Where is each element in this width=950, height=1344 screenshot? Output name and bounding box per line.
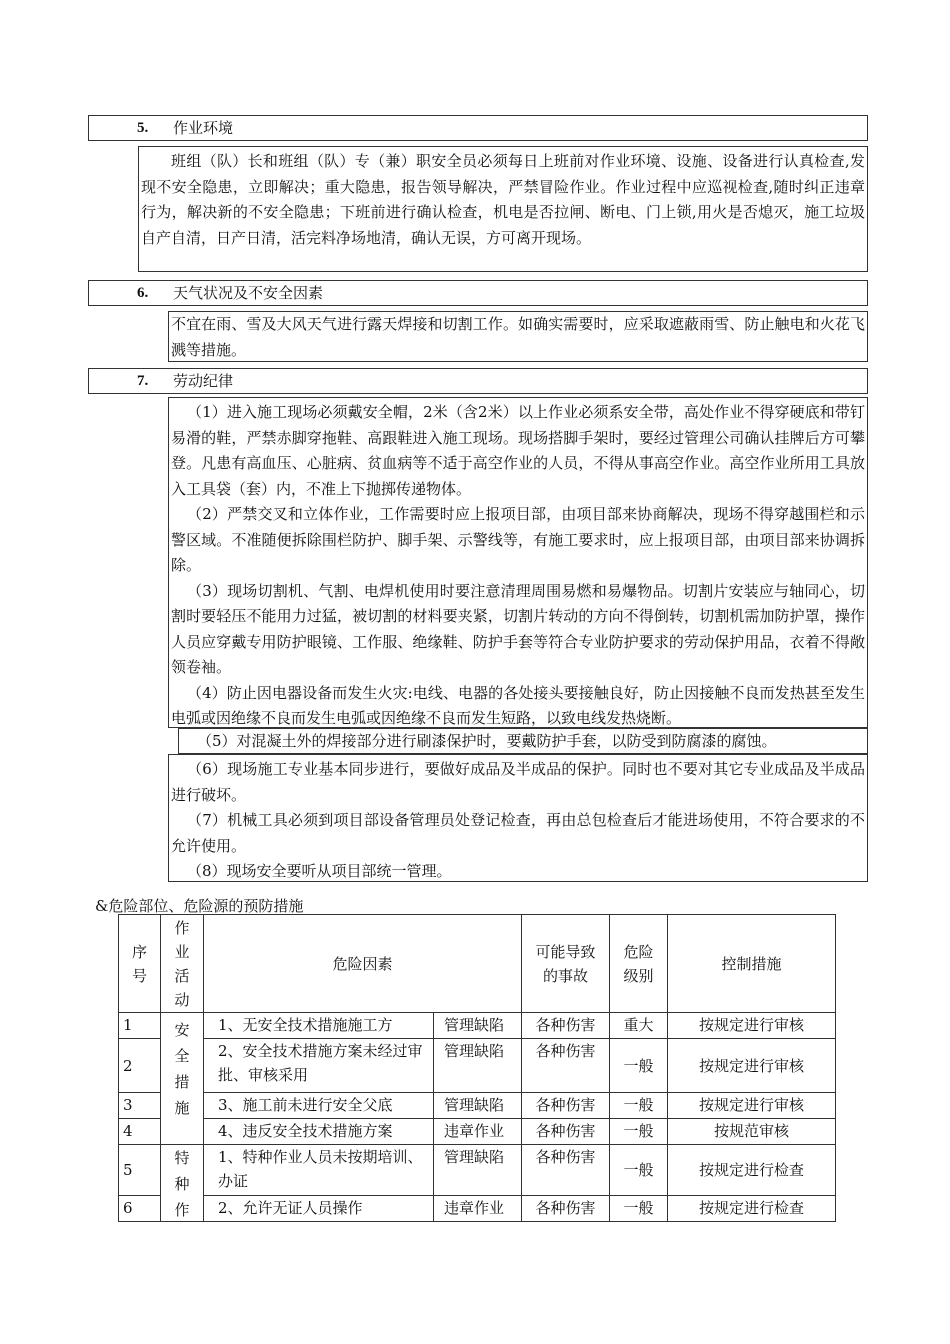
row-control: 按规范审核	[668, 1119, 836, 1145]
section-7-number: 7.	[137, 373, 149, 389]
section-7-body-b	[178, 728, 868, 754]
section-7-body-a	[168, 397, 868, 728]
group-activity: 安全措施	[161, 1013, 204, 1145]
hazard-table-header-row	[119, 915, 836, 1013]
section-5-body	[138, 146, 868, 272]
row-level: 一般	[610, 1093, 668, 1119]
header-factor: 危险因素	[204, 915, 522, 1013]
section-5-header	[88, 115, 868, 141]
table-row	[119, 1119, 836, 1145]
rule-3: （3）现场切割机、气割、电焊机使用时要注意清理周围易燃和易爆物品。切割片安装应与轴同心，切割时要轻压不能用力过猛，被切割的材料要夹紧，切割片转动的方向不得倒转，切割机需加防护罩，操作人员应穿戴专用防护眼镜、工作服、绝缘鞋、防护手套等符合专业防护要求的劳动保护用品，衣着不得敞领卷袖。	[171, 581, 865, 676]
section-5-paragraph: 班组（队）长和班组（队）专（兼）职安全员必须每日上班前对作业环境、设施、设备进行认真检查,发现不安全隐患，立即解决；重大隐患，报告领导解决，严禁冒险作业。作业过程中应巡视检查,随时纠正违章行为，解决新的不安全隐患；下班前进行确认检查，机电是否拉闸、断电、门上锁,用火是否熄灭，施工垃圾自产自清，日产日清，活完料净场地清，确认无误，方可离开现场。	[141, 152, 865, 247]
section-6-paragraph: 不宜在雨、雪及大风天气进行露天焊接和切割工作。如确实需要时，应采取遮蔽雨雪、防止触电和火花飞溅等措施。	[171, 315, 865, 359]
section-6-header	[88, 280, 868, 306]
rule-5: （5）对混凝土外的焊接部分进行刷漆保护时，要戴防护手套，以防受到防腐漆的腐蚀。	[197, 732, 777, 750]
rule-8: （8）现场安全要听从项目部统一管理。	[187, 862, 452, 880]
rule-1: （1）进入施工现场必须戴安全帽，2米（含2米）以上作业必须系安全带，高处作业不得穿硬底和带钉易滑的鞋，严禁赤脚穿拖鞋、高跟鞋进入施工现场。现场搭脚手架时，要经过管理公司确认挂牌后方可攀登。凡患有高血压、心脏病、贫血病等不适于高空作业的人员，不得从事高空作业。高空作业所用工具放入工具袋（套）内，不准上下抛掷传递物体。	[171, 403, 865, 498]
row-type: 违章作业	[434, 1119, 522, 1145]
row-accident: 各种伤害	[522, 1145, 610, 1196]
row-control: 按规定进行审核	[668, 1093, 836, 1119]
row-accident: 各种伤害	[522, 1119, 610, 1145]
row-type: 管理缺陷	[434, 1013, 522, 1039]
row-factor: 2、允许无证人员操作	[204, 1195, 434, 1221]
row-control: 按规定进行检查	[668, 1195, 836, 1221]
row-accident: 各种伤害	[522, 1039, 610, 1093]
section-6-title: 天气状况及不安全因素	[173, 284, 324, 302]
rule-6: （6）现场施工专业基本同步进行，要做好成品及半成品的保护。同时也不要对其它专业成品及半成品进行破坏。	[171, 760, 865, 804]
row-factor: 3、施工前未进行安全父底	[204, 1093, 434, 1119]
row-factor: 1、无安全技术措施施工方	[204, 1013, 434, 1039]
row-level: 一般	[610, 1195, 668, 1221]
table-row	[119, 1093, 836, 1119]
row-type: 管理缺陷	[434, 1145, 522, 1196]
row-seq: 5	[119, 1145, 161, 1196]
row-type: 管理缺陷	[434, 1093, 522, 1119]
row-seq: 4	[119, 1119, 161, 1145]
section-5-number: 5.	[137, 120, 149, 136]
row-type: 管理缺陷	[434, 1039, 522, 1093]
rule-2: （2）严禁交叉和立体作业，工作需要时应上报项目部，由项目部来协商解决，现场不得穿越围栏和示警区域。不准随便拆除围栏防护、脚手架、示警线等，有施工要求时，应上报项目部，由项目部来协调拆除。	[171, 505, 865, 574]
table-row	[119, 1145, 836, 1196]
row-accident: 各种伤害	[522, 1013, 610, 1039]
row-level: 一般	[610, 1145, 668, 1196]
header-control: 控制措施	[668, 915, 836, 1013]
row-seq: 3	[119, 1093, 161, 1119]
row-factor: 4、违反安全技术措施方案	[204, 1119, 434, 1145]
row-type: 违章作业	[434, 1195, 522, 1221]
row-accident: 各种伤害	[522, 1093, 610, 1119]
table-row	[119, 1013, 836, 1039]
row-level: 一般	[610, 1119, 668, 1145]
hazard-table	[118, 914, 836, 1222]
row-control: 按规定进行审核	[668, 1013, 836, 1039]
section-7-header	[88, 368, 868, 394]
row-level: 重大	[610, 1013, 668, 1039]
hazard-table-caption: &危险部位、危险源的预防措施	[95, 897, 304, 915]
row-factor: 2、安全技术措施方案未经过审批、审核采用	[204, 1039, 434, 1093]
row-accident: 各种伤害	[522, 1195, 610, 1221]
section-6-number: 6.	[137, 285, 149, 301]
group-activity: 特种作	[161, 1145, 204, 1222]
section-5-title: 作业环境	[173, 119, 234, 137]
row-level: 一般	[610, 1039, 668, 1093]
section-7-title: 劳动纪律	[173, 372, 234, 390]
header-activity: 作业活动	[161, 915, 204, 1013]
header-level: 危险级别	[610, 915, 668, 1013]
row-seq: 1	[119, 1013, 161, 1039]
row-control: 按规定进行检查	[668, 1145, 836, 1196]
row-factor: 1、特种作业人员未按期培训、办证	[204, 1145, 434, 1196]
row-seq: 6	[119, 1195, 161, 1221]
header-accident: 可能导致的事故	[522, 915, 610, 1013]
table-row	[119, 1195, 836, 1221]
row-seq: 2	[119, 1039, 161, 1093]
table-row	[119, 1039, 836, 1093]
row-control: 按规定进行审核	[668, 1039, 836, 1093]
section-7-body-c	[168, 754, 868, 882]
rule-7: （7）机械工具必须到项目部设备管理员处登记检查，再由总包检查后才能进场使用，不符合要求的不允许使用。	[171, 811, 865, 855]
section-6-body	[168, 311, 868, 362]
rule-4: （4）防止因电器设备而发生火灾:电线、电器的各处接头要接触良好，防止因接触不良而发热甚至发生电弧或因绝缘不良而发生电弧或因绝缘不良而发生短路，以致电线发热烧断。	[171, 683, 865, 727]
header-seq: 序号	[119, 915, 161, 1013]
